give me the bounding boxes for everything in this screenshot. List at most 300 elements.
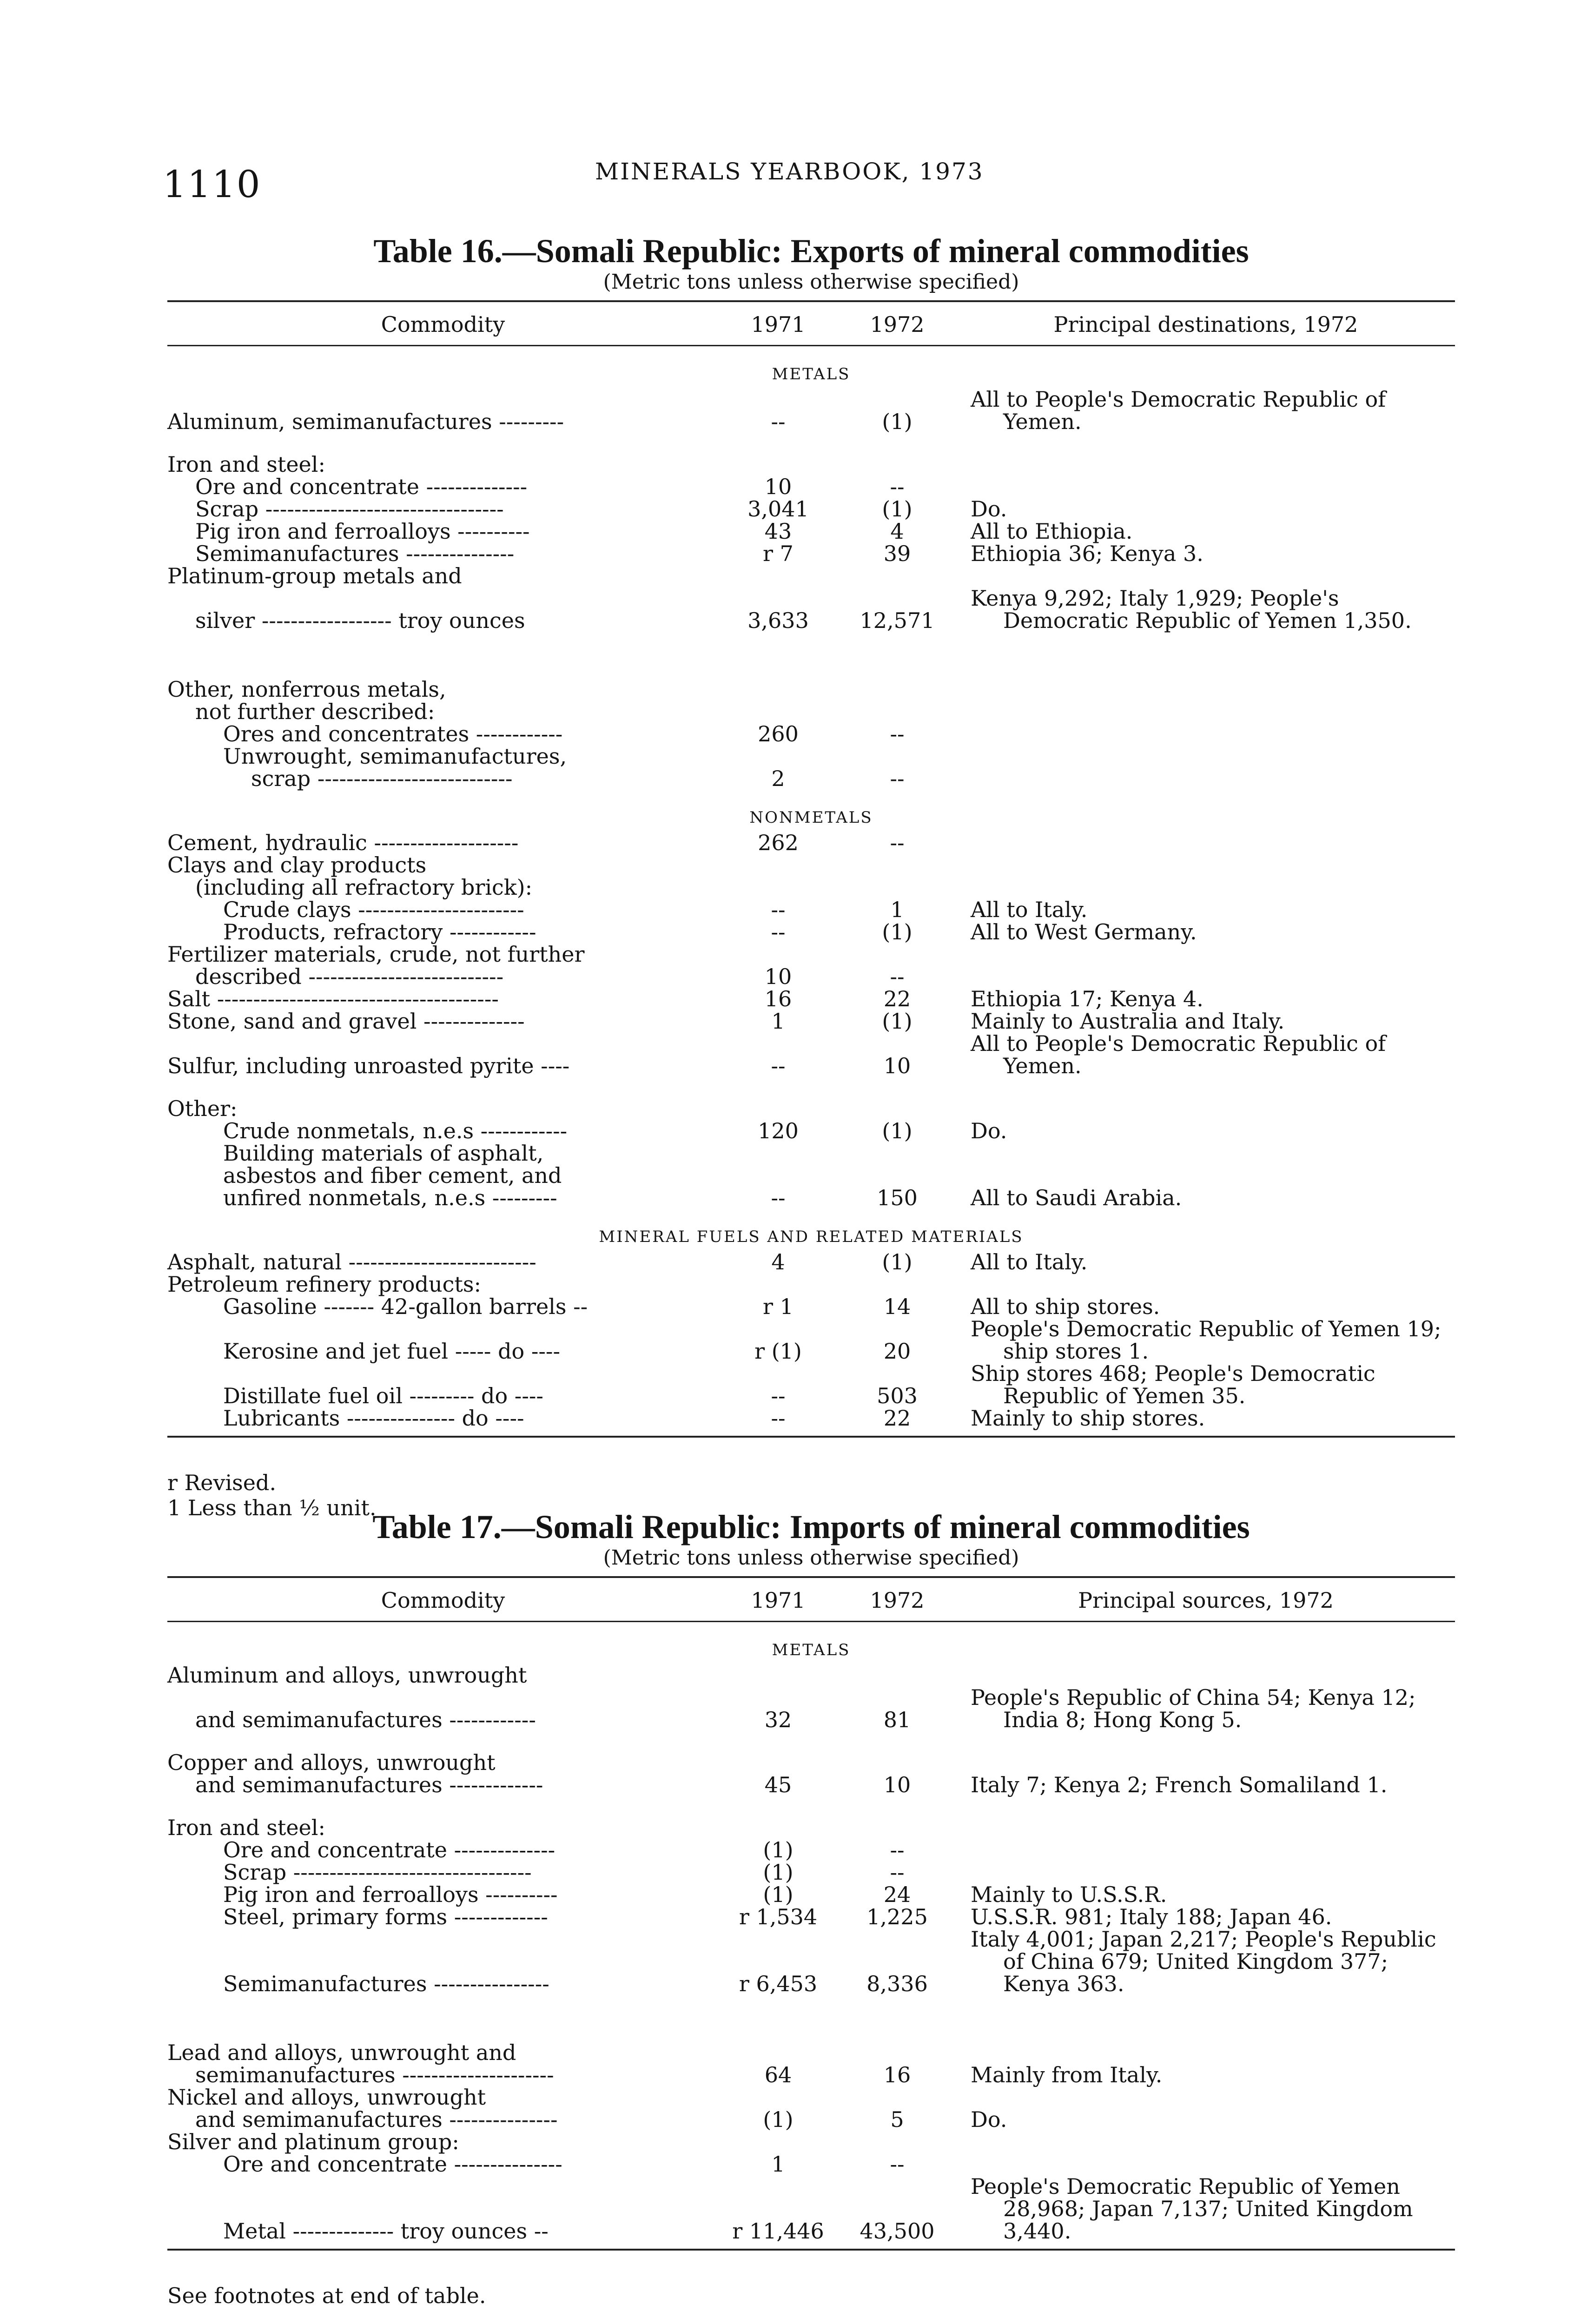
table-row [167, 1032, 1455, 1077]
destination-cell [957, 2108, 1455, 2131]
value-1971-cell: 10 [764, 964, 792, 989]
value-1971-cell: -- [771, 919, 786, 944]
value-1971-cell: -- [771, 897, 786, 922]
value-1971-cell: 3,633 [747, 608, 809, 633]
destination-text: Do. [971, 1118, 1007, 1143]
table-row [167, 1164, 1455, 1187]
header-1972: 1972 [838, 1577, 957, 1622]
value-1972-cell: 1,225 [866, 1904, 928, 1929]
destination-text: All to ship stores. [971, 1294, 1160, 1319]
value-1972-cell: -- [890, 1860, 905, 1885]
value-1971-cell [719, 1995, 838, 2064]
table-row [167, 1318, 1455, 1362]
table-row [167, 988, 1455, 1010]
header-destinations: Principal destinations, 1972 [957, 301, 1455, 346]
commodity-cell: not further described: [195, 699, 435, 724]
destination-text: Kenya 9,292; Italy 1,929; People's Democratic Republic of Yemen 1,350. [971, 586, 1412, 633]
value-1972-cell: -- [890, 474, 905, 499]
value-1972-cell [838, 2131, 957, 2153]
value-1972-cell [838, 433, 957, 475]
commodity-cell: and semimanufactures --------------- [195, 2107, 558, 2132]
commodity-cell: Scrap --------------------------------- [195, 496, 504, 522]
table-17-subtitle: (Metric tons unless otherwise specified) [603, 1546, 1019, 1570]
value-1972-cell: -- [890, 830, 905, 855]
destination-cell [957, 1273, 1455, 1295]
value-1971-cell [719, 1142, 838, 1164]
destination-text: People's Democratic Republic of Yemen 28,968; Japan 7,137; United Kingdom 3,440. [971, 2174, 1413, 2244]
table-16-body [167, 346, 1455, 1437]
value-1971-cell: 262 [758, 830, 799, 855]
table-row [167, 2175, 1455, 2250]
destination-cell [957, 2153, 1455, 2175]
table-row [167, 1251, 1455, 1273]
value-1971-cell: r 1,534 [739, 1904, 818, 1929]
commodity-cell: Salt --------------------------------------- [167, 986, 499, 1011]
destination-cell [957, 1407, 1455, 1437]
commodity-cell: Building materials of asphalt, [223, 1141, 544, 1166]
table-row [167, 943, 1455, 965]
value-1971-cell [719, 700, 838, 723]
destination-cell [957, 832, 1455, 854]
value-1971-cell [719, 1077, 838, 1120]
commodity-cell: (including all refractory brick): [195, 875, 533, 900]
table-row [167, 1407, 1455, 1437]
commodity-cell: Copper and alloys, unwrought [167, 1750, 496, 1775]
value-1971-cell [719, 854, 838, 876]
table-row [167, 2131, 1455, 2153]
table-row [167, 1883, 1455, 1906]
destination-cell [957, 1774, 1455, 1796]
table-17-title: Table 17.—Somali Republic: Imports of mineral commodities [372, 1508, 1250, 1545]
value-1971-cell: 16 [764, 986, 792, 1011]
value-1972-cell [838, 854, 957, 876]
destination-cell [957, 700, 1455, 723]
value-1971-cell: r 7 [763, 541, 794, 566]
value-1971-cell [719, 745, 838, 767]
destination-text: Mainly from Italy. [971, 2062, 1163, 2087]
table-row [167, 587, 1455, 632]
value-1972-cell: 22 [883, 986, 911, 1011]
destination-cell [957, 1295, 1455, 1318]
value-1972-cell [838, 745, 957, 767]
destination-cell [957, 2131, 1455, 2153]
value-1972-cell: (1) [882, 919, 913, 944]
table-row [167, 1664, 1455, 1686]
value-1971-cell: 1 [771, 1009, 785, 1034]
table-row [167, 832, 1455, 854]
destination-cell [957, 1796, 1455, 1839]
destination-cell [957, 2064, 1455, 2086]
commodity-cell: Ore and concentrate -------------- [195, 474, 528, 499]
value-1972-cell: -- [890, 2152, 905, 2177]
value-1972-cell: 10 [883, 1772, 911, 1797]
commodity-cell: Products, refractory ------------ [223, 919, 536, 944]
table-row [167, 1273, 1455, 1295]
value-1972-cell [838, 1796, 957, 1839]
value-1971-cell: 43 [764, 519, 792, 544]
destination-cell [957, 898, 1455, 921]
section-heading-row [167, 1622, 1455, 1664]
commodity-cell: Lubricants --------------- do ---- [167, 1407, 719, 1437]
table-16 [167, 232, 1455, 1520]
value-1971-cell [719, 943, 838, 965]
table-row [167, 2064, 1455, 2086]
footnote-less-than-half: 1 Less than ½ unit. [167, 1495, 377, 1520]
value-1971-cell: 32 [764, 1707, 792, 1732]
value-1972-cell: -- [890, 766, 905, 791]
table-row [167, 565, 1455, 587]
commodity-cell: Pig iron and ferroalloys ---------- [223, 1882, 558, 1907]
table-17-footnote: See footnotes at end of table. [167, 2283, 486, 2308]
destination-cell [957, 1142, 1455, 1164]
destination-text: Mainly to U.S.S.R. [971, 1882, 1167, 1907]
commodity-cell: Petroleum refinery products: [167, 1272, 481, 1297]
value-1972-cell: 503 [877, 1383, 918, 1408]
value-1971-cell [719, 1273, 838, 1295]
value-1972-cell [838, 565, 957, 587]
value-1971-cell: -- [771, 1383, 786, 1408]
table-17 [167, 1508, 1455, 2308]
table-row [167, 876, 1455, 898]
table-row [167, 542, 1455, 565]
table-row [167, 1142, 1455, 1164]
section-heading: NONMETALS [749, 808, 873, 827]
table-row [167, 700, 1455, 723]
commodity-cell: Steel, primary forms ------------- [223, 1904, 548, 1929]
destination-text: Mainly to ship stores. [971, 1406, 1205, 1431]
value-1972-cell [838, 1164, 957, 1187]
commodity-cell: Nickel and alloys, unwrought [167, 2085, 486, 2110]
destination-cell [957, 2175, 1455, 2250]
value-1971-cell: 2 [771, 766, 785, 791]
table-row [167, 475, 1455, 498]
destination-cell [957, 854, 1455, 876]
destination-text: All to Ethiopia. [971, 519, 1133, 544]
destination-cell [957, 433, 1455, 475]
value-1972-cell [838, 1995, 957, 2064]
value-1972-cell [838, 1142, 957, 1164]
value-1972-cell: 22 [838, 1407, 957, 1437]
section-heading: METALS [772, 365, 851, 383]
value-1972-cell: 20 [883, 1339, 911, 1364]
value-1971-cell [719, 433, 838, 475]
value-1971-cell: r 6,453 [739, 1971, 818, 1996]
destination-text: Ship stores 468; People's Democratic Republic of Yemen 35. [971, 1361, 1375, 1408]
commodity-cell: Crude clays ----------------------- [223, 897, 524, 922]
value-1972-cell: 39 [883, 541, 911, 566]
commodity-cell: Ore and concentrate --------------- [223, 2152, 562, 2177]
section-heading-row [167, 790, 1455, 832]
destination-cell [957, 565, 1455, 587]
value-1972-cell: (1) [882, 409, 913, 434]
commodity-cell: Ores and concentrates ------------ [223, 721, 563, 746]
table-row [167, 898, 1455, 921]
destination-cell [957, 475, 1455, 498]
value-1972-cell: 24 [883, 1882, 911, 1907]
value-1972-cell: 12,571 [860, 608, 935, 633]
destination-text: Do. [971, 496, 1007, 522]
destination-cell [957, 1906, 1455, 1928]
destination-cell [957, 1010, 1455, 1032]
section-heading: MINERAL FUELS AND RELATED MATERIALS [599, 1228, 1024, 1246]
destination-cell [957, 1164, 1455, 1187]
value-1972-cell: -- [890, 964, 905, 989]
destination-cell [957, 965, 1455, 988]
commodity-cell: and semimanufactures ------------ [195, 1707, 536, 1732]
table-row [167, 388, 1455, 433]
commodity-cell: Lead and alloys, unwrought and [167, 2040, 516, 2065]
table-16-header-row [167, 301, 1455, 346]
running-header: MINERALS YEARBOOK, 1973 [595, 158, 984, 185]
table-row [167, 433, 1455, 475]
table-row [167, 1906, 1455, 1928]
commodity-cell: silver ------------------ troy ounces [195, 608, 525, 633]
table-row [167, 2153, 1455, 2175]
commodity-cell: Pig iron and ferroalloys ---------- [195, 519, 530, 544]
destination-cell [957, 2086, 1455, 2108]
commodity-cell: unfired nonmetals, n.e.s --------- [223, 1185, 557, 1210]
value-1971-cell [719, 1731, 838, 1774]
value-1971-cell: 1 [771, 2152, 785, 2177]
commodity-cell: Semimanufactures ---------------- [223, 1971, 549, 1996]
header-sources: Principal sources, 1972 [957, 1577, 1455, 1622]
value-1971-cell [719, 2131, 838, 2153]
table-row [167, 2108, 1455, 2131]
value-1972-cell: -- [890, 1837, 905, 1862]
value-1971-cell [719, 565, 838, 587]
destination-cell [957, 520, 1455, 542]
destination-cell [957, 587, 1455, 632]
table-16-subtitle: (Metric tons unless otherwise specified) [603, 270, 1019, 294]
destination-cell [957, 1362, 1455, 1407]
destination-cell [957, 1664, 1455, 1686]
destination-cell [957, 1839, 1455, 1861]
commodity-cell: Distillate fuel oil --------- do ---- [223, 1383, 543, 1408]
value-1971-cell [719, 876, 838, 898]
destination-text: U.S.S.R. 981; Italy 188; Japan 46. [971, 1904, 1332, 1929]
destination-text: People's Democratic Republic of Yemen 19; ship stores 1. [971, 1316, 1442, 1364]
table-row [167, 1774, 1455, 1796]
table-row [167, 1362, 1455, 1407]
value-1972-cell [838, 700, 957, 723]
commodity-cell: Other, nonferrous metals, [167, 677, 446, 702]
value-1972-cell: (1) [882, 1249, 913, 1274]
value-1971-cell: -- [771, 409, 786, 434]
value-1972-cell: (1) [882, 1118, 913, 1143]
destination-cell [957, 988, 1455, 1010]
section-heading: METALS [772, 1641, 851, 1659]
value-1971-cell [719, 2086, 838, 2108]
commodity-cell: Ore and concentrate -------------- [223, 1837, 555, 1862]
destination-cell [957, 632, 1455, 700]
destination-cell [957, 745, 1455, 767]
commodity-cell: scrap --------------------------- [251, 766, 513, 791]
commodity-cell: Clays and clay products [167, 852, 427, 878]
table-17-grid [167, 1576, 1455, 2251]
value-1971-cell: (1) [763, 1882, 794, 1907]
header-1971: 1971 [719, 1577, 838, 1622]
value-1972-cell: 8,336 [866, 1971, 928, 1996]
value-1972-cell [838, 1273, 957, 1295]
table-row [167, 1187, 1455, 1209]
value-1971-cell: 45 [764, 1772, 792, 1797]
commodity-cell: Semimanufactures --------------- [195, 541, 515, 566]
commodity-cell: Silver and platinum group: [167, 2129, 459, 2154]
table-row [167, 498, 1455, 520]
table-row [167, 854, 1455, 876]
value-1971-cell: (1) [763, 2107, 794, 2132]
destination-text: Italy 7; Kenya 2; French Somaliland 1. [971, 1772, 1388, 1797]
table-16-grid [167, 300, 1455, 1438]
value-1972-cell: 16 [883, 2062, 911, 2087]
commodity-cell: Stone, sand and gravel -------------- [167, 1009, 525, 1034]
value-1971-cell [719, 1664, 838, 1686]
value-1971-cell: (1) [763, 1837, 794, 1862]
destination-cell [957, 1251, 1455, 1273]
table-row [167, 921, 1455, 943]
value-1971-cell: r 1 [763, 1294, 794, 1319]
value-1971-cell [719, 1164, 838, 1187]
value-1972-cell [838, 1077, 957, 1120]
destination-cell [957, 943, 1455, 965]
value-1971-cell: 64 [764, 2062, 792, 2087]
destination-cell [957, 1120, 1455, 1142]
destination-cell [957, 1077, 1455, 1120]
section-heading-row [167, 346, 1455, 389]
value-1972-cell [838, 2086, 957, 2108]
destination-cell [957, 388, 1455, 433]
commodity-cell: Iron and steel: [167, 452, 325, 477]
commodity-cell: Asphalt, natural -------------------------- [167, 1249, 536, 1274]
commodity-cell: Aluminum and alloys, unwrought [167, 1663, 527, 1688]
destination-cell [957, 1995, 1455, 2064]
commodity-cell: Sulfur, including unroasted pyrite ---- [167, 1053, 570, 1078]
destination-text: All to Saudi Arabia. [971, 1185, 1182, 1210]
destination-cell [957, 1187, 1455, 1209]
destination-text: People's Republic of China 54; Kenya 12; India 8; Hong Kong 5. [971, 1685, 1416, 1732]
table-17-body [167, 1622, 1455, 2250]
commodity-cell: described --------------------------- [195, 964, 504, 989]
section-heading-row [167, 1209, 1455, 1251]
table-row [167, 2086, 1455, 2108]
table-row [167, 965, 1455, 988]
destination-text: All to People's Democratic Republic of Yemen. [971, 1031, 1386, 1078]
commodity-cell: Scrap --------------------------------- [223, 1860, 532, 1885]
commodity-cell: Metal -------------- troy ounces -- [167, 2175, 719, 2250]
destination-cell [957, 542, 1455, 565]
table-row [167, 1120, 1455, 1142]
table-row [167, 1295, 1455, 1318]
destination-cell [957, 1318, 1455, 1362]
value-1972-cell: 150 [877, 1185, 918, 1210]
value-1971-cell: 260 [758, 721, 799, 746]
table-row [167, 1077, 1455, 1120]
header-commodity: Commodity [167, 301, 719, 346]
value-1972-cell: 5 [890, 2107, 904, 2132]
value-1971-cell [719, 632, 838, 700]
table-row [167, 767, 1455, 790]
value-1972-cell: 1 [890, 897, 904, 922]
destination-cell [957, 723, 1455, 745]
value-1971-cell: 3,041 [747, 496, 809, 522]
destination-cell [957, 1883, 1455, 1906]
destination-cell [957, 1032, 1455, 1077]
header-commodity: Commodity [167, 1577, 719, 1622]
value-1971-cell: 10 [764, 474, 792, 499]
table-row [167, 1861, 1455, 1883]
commodity-cell: semimanufactures --------------------- [195, 2062, 554, 2087]
commodity-cell: Iron and steel: [167, 1815, 325, 1840]
destination-text: All to West Germany. [971, 919, 1197, 944]
value-1971-cell: 120 [758, 1118, 799, 1143]
commodity-cell: Kerosine and jet fuel ----- do ---- [223, 1339, 561, 1364]
value-1971-cell: -- [719, 1407, 838, 1437]
value-1971-cell: (1) [763, 1860, 794, 1885]
commodity-cell: asbestos and fiber cement, and [223, 1163, 562, 1188]
destination-text: All to Italy. [971, 1249, 1088, 1274]
destination-text: Mainly to Australia and Italy. [971, 1009, 1285, 1034]
value-1971-cell: -- [771, 1053, 786, 1078]
table-row [167, 1839, 1455, 1861]
value-1972-cell [838, 1731, 957, 1774]
value-1972-cell [838, 876, 957, 898]
table-row [167, 723, 1455, 745]
value-1972-cell [838, 1664, 957, 1686]
table-row [167, 632, 1455, 700]
destination-cell [957, 767, 1455, 790]
value-1972-cell [838, 632, 957, 700]
destination-cell [957, 1861, 1455, 1883]
destination-cell [957, 1928, 1455, 1995]
destination-text: Do. [971, 2107, 1007, 2132]
header-1971: 1971 [719, 301, 838, 346]
commodity-cell: Fertilizer materials, crude, not further [167, 942, 585, 967]
commodity-cell: Crude nonmetals, n.e.s ------------ [223, 1118, 568, 1143]
commodity-cell: Platinum-group metals and [167, 563, 462, 588]
value-1972-cell: 14 [883, 1294, 911, 1319]
commodity-cell: Other: [167, 1096, 238, 1121]
header-1972: 1972 [838, 301, 957, 346]
value-1972-cell: (1) [882, 1009, 913, 1034]
table-row [167, 1686, 1455, 1731]
value-1972-cell: 10 [883, 1053, 911, 1078]
table-row [167, 1731, 1455, 1774]
footnote-revised: r Revised. [167, 1470, 277, 1495]
value-1971-cell: r 11,446 [719, 2175, 838, 2250]
value-1971-cell: 4 [771, 1249, 785, 1274]
commodity-cell: Gasoline ------- 42-gallon barrels -- [223, 1294, 588, 1319]
destination-cell [957, 1686, 1455, 1731]
destination-cell [957, 1731, 1455, 1774]
table-16-title: Table 16.—Somali Republic: Exports of mineral commodities [373, 232, 1249, 270]
destination-text: All to Italy. [971, 897, 1088, 922]
table-row [167, 520, 1455, 542]
page-number: 1110 [163, 163, 261, 206]
destination-cell [957, 876, 1455, 898]
value-1972-cell: 81 [883, 1707, 911, 1732]
value-1972-cell: (1) [882, 496, 913, 522]
destination-text: Ethiopia 17; Kenya 4. [971, 986, 1203, 1011]
table-17-header-row [167, 1577, 1455, 1622]
value-1971-cell [719, 1796, 838, 1839]
commodity-cell: Aluminum, semimanufactures --------- [167, 409, 564, 434]
value-1971-cell: -- [771, 1185, 786, 1210]
commodity-cell: Unwrought, semimanufactures, [223, 744, 567, 769]
commodity-cell: and semimanufactures ------------- [195, 1772, 543, 1797]
value-1972-cell: 43,500 [838, 2175, 957, 2250]
value-1972-cell: -- [890, 721, 905, 746]
destination-text: Italy 4,001; Japan 2,217; People's Republic of China 679; United Kingdom 377; Kenya 363. [971, 1927, 1436, 1996]
